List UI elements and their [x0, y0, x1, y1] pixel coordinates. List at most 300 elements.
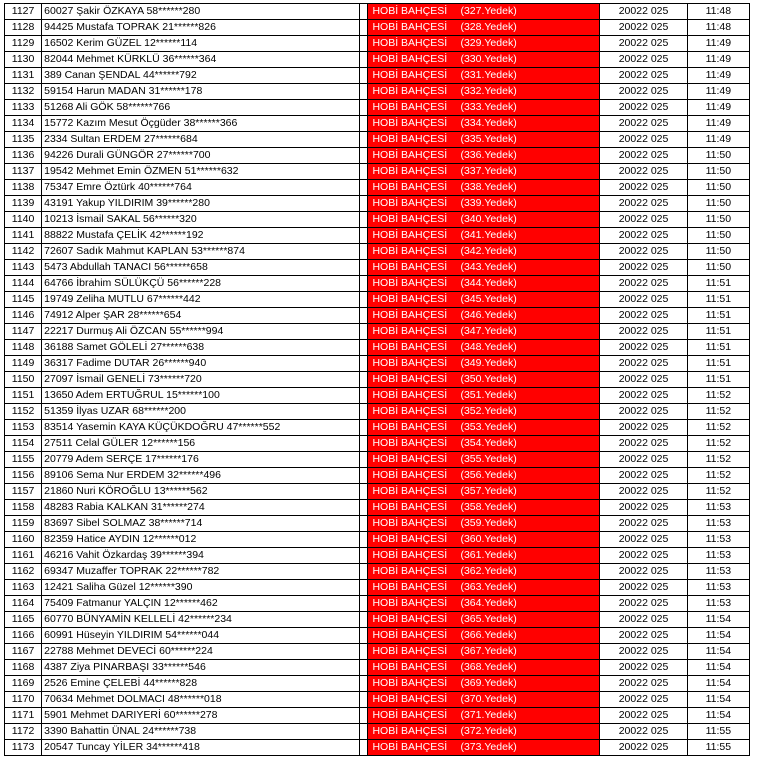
spacer-cell	[360, 148, 368, 164]
unit-cell	[368, 516, 600, 532]
unit-label: HOBİ BAHÇESİ	[372, 101, 448, 113]
time-cell: 11:49	[687, 52, 749, 68]
row-number-cell: 1141	[5, 228, 42, 244]
time-cell: 11:50	[687, 180, 749, 196]
table-row	[5, 196, 750, 212]
unit-label: HOBİ BAHÇESİ	[372, 277, 448, 289]
row-number-cell: 1136	[5, 148, 42, 164]
unit-label: HOBİ BAHÇESİ	[372, 261, 448, 273]
applicant-cell: 75409 Fatmanur YALÇIN 12******462	[42, 596, 360, 612]
unit-label: HOBİ BAHÇESİ	[372, 245, 448, 257]
row-number-cell: 1153	[5, 420, 42, 436]
time-cell: 11:51	[687, 308, 749, 324]
date-cell: 20022 025	[600, 196, 687, 212]
unit-cell	[368, 676, 600, 692]
row-number-cell: 1164	[5, 596, 42, 612]
row-number-cell: 1134	[5, 116, 42, 132]
unit-cell	[368, 644, 600, 660]
applicant-cell: 72607 Sadık Mahmut KAPLAN 53******874	[42, 244, 360, 260]
time-cell: 11:55	[687, 724, 749, 740]
time-cell: 11:50	[687, 228, 749, 244]
reserve-slot: (338.Yedek)	[460, 181, 517, 193]
applicant-cell: 94425 Mustafa TOPRAK 21******826	[42, 20, 360, 36]
date-cell: 20022 025	[600, 596, 687, 612]
unit-cell	[368, 84, 600, 100]
row-number-cell: 1166	[5, 628, 42, 644]
unit-cell	[368, 228, 600, 244]
spacer-cell	[360, 580, 368, 596]
reserve-slot: (340.Yedek)	[460, 213, 517, 225]
time-cell: 11:50	[687, 244, 749, 260]
unit-cell	[368, 212, 600, 228]
row-number-cell: 1137	[5, 164, 42, 180]
reserve-slot: (328.Yedek)	[460, 21, 517, 33]
unit-label: HOBİ BAHÇESİ	[372, 421, 448, 433]
row-number-cell: 1144	[5, 276, 42, 292]
reserve-slot: (370.Yedek)	[460, 693, 517, 705]
date-cell: 20022 025	[600, 52, 687, 68]
date-cell: 20022 025	[600, 388, 687, 404]
applicant-cell: 60027 Şakir ÖZKAYA 58******280	[42, 4, 360, 20]
reserve-slot: (329.Yedek)	[460, 37, 517, 49]
time-cell: 11:53	[687, 596, 749, 612]
unit-label: HOBİ BAHÇESİ	[372, 405, 448, 417]
applicant-cell: 51268 Ali GÖK 58******766	[42, 100, 360, 116]
table-row	[5, 740, 750, 756]
unit-cell	[368, 564, 600, 580]
table-row	[5, 580, 750, 596]
date-cell: 20022 025	[600, 532, 687, 548]
spacer-cell	[360, 212, 368, 228]
unit-cell	[368, 276, 600, 292]
table-row	[5, 164, 750, 180]
table-row	[5, 180, 750, 196]
unit-label: HOBİ BAHÇESİ	[372, 213, 448, 225]
unit-label: HOBİ BAHÇESİ	[372, 69, 448, 81]
applicant-cell: 389 Canan ŞENDAL 44******792	[42, 68, 360, 84]
row-number-cell: 1161	[5, 548, 42, 564]
reserve-slot: (364.Yedek)	[460, 597, 517, 609]
reserve-slot: (373.Yedek)	[460, 741, 517, 753]
unit-cell	[368, 180, 600, 196]
reserve-slot: (353.Yedek)	[460, 421, 517, 433]
row-number-cell: 1173	[5, 740, 42, 756]
date-cell: 20022 025	[600, 324, 687, 340]
unit-label: HOBİ BAHÇESİ	[372, 565, 448, 577]
date-cell: 20022 025	[600, 68, 687, 84]
time-cell: 11:53	[687, 564, 749, 580]
time-cell: 11:52	[687, 436, 749, 452]
time-cell: 11:53	[687, 532, 749, 548]
row-number-cell: 1146	[5, 308, 42, 324]
spacer-cell	[360, 740, 368, 756]
unit-label: HOBİ BAHÇESİ	[372, 661, 448, 673]
applicant-cell: 88822 Mustafa ÇELİK 42******192	[42, 228, 360, 244]
table-row	[5, 68, 750, 84]
row-number-cell: 1145	[5, 292, 42, 308]
spacer-cell	[360, 388, 368, 404]
reserve-slot: (366.Yedek)	[460, 629, 517, 641]
applicant-cell: 36188 Samet GÖLELİ 27******638	[42, 340, 360, 356]
unit-cell	[368, 388, 600, 404]
row-number-cell: 1129	[5, 36, 42, 52]
reserve-slot: (335.Yedek)	[460, 133, 517, 145]
applicant-cell: 70634 Mehmet DOLMACI 48******018	[42, 692, 360, 708]
date-cell: 20022 025	[600, 484, 687, 500]
time-cell: 11:53	[687, 580, 749, 596]
unit-cell	[368, 436, 600, 452]
spacer-cell	[360, 596, 368, 612]
table-row	[5, 660, 750, 676]
unit-cell	[368, 164, 600, 180]
date-cell: 20022 025	[600, 692, 687, 708]
reserve-slot: (349.Yedek)	[460, 357, 517, 369]
time-cell: 11:54	[687, 708, 749, 724]
table-row	[5, 292, 750, 308]
time-cell: 11:54	[687, 692, 749, 708]
time-cell: 11:49	[687, 68, 749, 84]
reserve-slot: (367.Yedek)	[460, 645, 517, 657]
applicant-cell: 89106 Sema Nur ERDEM 32******496	[42, 468, 360, 484]
row-number-cell: 1154	[5, 436, 42, 452]
row-number-cell: 1133	[5, 100, 42, 116]
table-row	[5, 564, 750, 580]
reserve-slot: (371.Yedek)	[460, 709, 517, 721]
unit-label: HOBİ BAHÇESİ	[372, 357, 448, 369]
time-cell: 11:49	[687, 84, 749, 100]
row-number-cell: 1143	[5, 260, 42, 276]
applicant-cell: 59154 Harun MADAN 31******178	[42, 84, 360, 100]
reserve-slot: (372.Yedek)	[460, 725, 517, 737]
reserve-slot: (348.Yedek)	[460, 341, 517, 353]
date-cell: 20022 025	[600, 404, 687, 420]
unit-label: HOBİ BAHÇESİ	[372, 181, 448, 193]
spacer-cell	[360, 516, 368, 532]
unit-label: HOBİ BAHÇESİ	[372, 741, 448, 753]
row-number-cell: 1162	[5, 564, 42, 580]
time-cell: 11:54	[687, 612, 749, 628]
applicant-cell: 83697 Sibel SOLMAZ 38******714	[42, 516, 360, 532]
unit-cell	[368, 484, 600, 500]
unit-label: HOBİ BAHÇESİ	[372, 469, 448, 481]
row-number-cell: 1128	[5, 20, 42, 36]
table-row	[5, 516, 750, 532]
applicant-cell: 94226 Durali GÜNGÖR 27******700	[42, 148, 360, 164]
applicant-cell: 13650 Adem ERTUĞRUL 15******100	[42, 388, 360, 404]
time-cell: 11:49	[687, 132, 749, 148]
time-cell: 11:49	[687, 100, 749, 116]
date-cell: 20022 025	[600, 676, 687, 692]
unit-cell	[368, 340, 600, 356]
unit-cell	[368, 100, 600, 116]
unit-label: HOBİ BAHÇESİ	[372, 725, 448, 737]
reserve-slot: (332.Yedek)	[460, 85, 517, 97]
applicant-cell: 5901 Mehmet DARIYERİ 60******278	[42, 708, 360, 724]
unit-cell	[368, 20, 600, 36]
row-number-cell: 1168	[5, 660, 42, 676]
spacer-cell	[360, 164, 368, 180]
table-row	[5, 644, 750, 660]
reserve-slot: (358.Yedek)	[460, 501, 517, 513]
spacer-cell	[360, 372, 368, 388]
time-cell: 11:54	[687, 676, 749, 692]
unit-label: HOBİ BAHÇESİ	[372, 581, 448, 593]
table-row	[5, 356, 750, 372]
reserve-slot: (344.Yedek)	[460, 277, 517, 289]
unit-label: HOBİ BAHÇESİ	[372, 293, 448, 305]
unit-cell	[368, 244, 600, 260]
table-row	[5, 340, 750, 356]
table-row	[5, 708, 750, 724]
reserve-slot: (357.Yedek)	[460, 485, 517, 497]
table-row	[5, 20, 750, 36]
table-row	[5, 676, 750, 692]
time-cell: 11:53	[687, 500, 749, 516]
table-row	[5, 84, 750, 100]
unit-cell	[368, 116, 600, 132]
unit-label: HOBİ BAHÇESİ	[372, 485, 448, 497]
table-row	[5, 372, 750, 388]
time-cell: 11:48	[687, 4, 749, 20]
unit-label: HOBİ BAHÇESİ	[372, 325, 448, 337]
date-cell: 20022 025	[600, 372, 687, 388]
unit-label: HOBİ BAHÇESİ	[372, 645, 448, 657]
reserve-slot: (333.Yedek)	[460, 101, 517, 113]
date-cell: 20022 025	[600, 644, 687, 660]
table-row	[5, 244, 750, 260]
time-cell: 11:52	[687, 404, 749, 420]
applicant-cell: 2334 Sultan ERDEM 27******684	[42, 132, 360, 148]
table-row	[5, 404, 750, 420]
time-cell: 11:50	[687, 260, 749, 276]
reserve-slot: (342.Yedek)	[460, 245, 517, 257]
spacer-cell	[360, 532, 368, 548]
spacer-cell	[360, 404, 368, 420]
row-number-cell: 1132	[5, 84, 42, 100]
table-row	[5, 276, 750, 292]
unit-cell	[368, 4, 600, 20]
spacer-cell	[360, 356, 368, 372]
spacer-cell	[360, 548, 368, 564]
time-cell: 11:52	[687, 420, 749, 436]
spacer-cell	[360, 708, 368, 724]
table-row	[5, 212, 750, 228]
time-cell: 11:53	[687, 548, 749, 564]
unit-label: HOBİ BAHÇESİ	[372, 597, 448, 609]
row-number-cell: 1130	[5, 52, 42, 68]
unit-cell	[368, 324, 600, 340]
applicant-cell: 75347 Emre Öztürk 40******764	[42, 180, 360, 196]
row-number-cell: 1139	[5, 196, 42, 212]
row-number-cell: 1147	[5, 324, 42, 340]
unit-cell	[368, 420, 600, 436]
unit-cell	[368, 660, 600, 676]
date-cell: 20022 025	[600, 276, 687, 292]
unit-cell	[368, 404, 600, 420]
unit-label: HOBİ BAHÇESİ	[372, 677, 448, 689]
date-cell: 20022 025	[600, 452, 687, 468]
time-cell: 11:54	[687, 628, 749, 644]
applicant-cell: 51359 İlyas UZAR 68******200	[42, 404, 360, 420]
applicant-cell: 20779 Adem SERÇE 17******176	[42, 452, 360, 468]
time-cell: 11:52	[687, 468, 749, 484]
unit-cell	[368, 148, 600, 164]
applicant-cell: 60770 BÜNYAMİN KELLELİ 42******234	[42, 612, 360, 628]
row-number-cell: 1127	[5, 4, 42, 20]
unit-cell	[368, 52, 600, 68]
spacer-cell	[360, 324, 368, 340]
row-number-cell: 1172	[5, 724, 42, 740]
unit-cell	[368, 708, 600, 724]
applicant-cell: 27511 Celal GÜLER 12******156	[42, 436, 360, 452]
time-cell: 11:51	[687, 372, 749, 388]
unit-label: HOBİ BAHÇESİ	[372, 117, 448, 129]
reserve-slot: (339.Yedek)	[460, 197, 517, 209]
time-cell: 11:53	[687, 516, 749, 532]
time-cell: 11:52	[687, 484, 749, 500]
table-row	[5, 420, 750, 436]
spacer-cell	[360, 4, 368, 20]
reserve-slot: (369.Yedek)	[460, 677, 517, 689]
unit-label: HOBİ BAHÇESİ	[372, 517, 448, 529]
date-cell: 20022 025	[600, 516, 687, 532]
date-cell: 20022 025	[600, 612, 687, 628]
row-number-cell: 1158	[5, 500, 42, 516]
unit-label: HOBİ BAHÇESİ	[372, 693, 448, 705]
unit-cell	[368, 580, 600, 596]
date-cell: 20022 025	[600, 84, 687, 100]
row-number-cell: 1167	[5, 644, 42, 660]
reserve-slot: (361.Yedek)	[460, 549, 517, 561]
reserve-slot: (355.Yedek)	[460, 453, 517, 465]
time-cell: 11:52	[687, 388, 749, 404]
table-row	[5, 500, 750, 516]
reserve-slot: (327.Yedek)	[460, 5, 517, 17]
row-number-cell: 1160	[5, 532, 42, 548]
date-cell: 20022 025	[600, 36, 687, 52]
row-number-cell: 1135	[5, 132, 42, 148]
unit-cell	[368, 692, 600, 708]
table-row	[5, 548, 750, 564]
time-cell: 11:55	[687, 740, 749, 756]
unit-label: HOBİ BAHÇESİ	[372, 5, 448, 17]
time-cell: 11:54	[687, 644, 749, 660]
applicant-cell: 74912 Alper ŞAR 28******654	[42, 308, 360, 324]
row-number-cell: 1138	[5, 180, 42, 196]
unit-cell	[368, 452, 600, 468]
applicant-cell: 12421 Saliha Güzel 12******390	[42, 580, 360, 596]
table-row	[5, 532, 750, 548]
row-number-cell: 1171	[5, 708, 42, 724]
row-number-cell: 1131	[5, 68, 42, 84]
spacer-cell	[360, 452, 368, 468]
row-number-cell: 1149	[5, 356, 42, 372]
applicant-cell: 60991 Hüseyin YILDIRIM 54******044	[42, 628, 360, 644]
applicant-cell: 22788 Mehmet DEVECİ 60******224	[42, 644, 360, 660]
row-number-cell: 1148	[5, 340, 42, 356]
date-cell: 20022 025	[600, 116, 687, 132]
time-cell: 11:49	[687, 36, 749, 52]
spacer-cell	[360, 660, 368, 676]
spacer-cell	[360, 308, 368, 324]
time-cell: 11:49	[687, 116, 749, 132]
unit-cell	[368, 532, 600, 548]
unit-label: HOBİ BAHÇESİ	[372, 709, 448, 721]
date-cell: 20022 025	[600, 260, 687, 276]
unit-label: HOBİ BAHÇESİ	[372, 389, 448, 401]
spacer-cell	[360, 68, 368, 84]
unit-label: HOBİ BAHÇESİ	[372, 165, 448, 177]
table-row	[5, 692, 750, 708]
date-cell: 20022 025	[600, 292, 687, 308]
unit-label: HOBİ BAHÇESİ	[372, 613, 448, 625]
unit-label: HOBİ BAHÇESİ	[372, 549, 448, 561]
unit-label: HOBİ BAHÇESİ	[372, 373, 448, 385]
unit-cell	[368, 356, 600, 372]
spacer-cell	[360, 628, 368, 644]
date-cell: 20022 025	[600, 740, 687, 756]
table-row	[5, 468, 750, 484]
unit-label: HOBİ BAHÇESİ	[372, 229, 448, 241]
date-cell: 20022 025	[600, 468, 687, 484]
spacer-cell	[360, 228, 368, 244]
reserve-slot: (345.Yedek)	[460, 293, 517, 305]
unit-label: HOBİ BAHÇESİ	[372, 37, 448, 49]
table-row	[5, 100, 750, 116]
spacer-cell	[360, 180, 368, 196]
table-row	[5, 628, 750, 644]
applicant-cell: 21860 Nuri KÖROĞLU 13******562	[42, 484, 360, 500]
reserve-slot: (359.Yedek)	[460, 517, 517, 529]
time-cell: 11:50	[687, 164, 749, 180]
row-number-cell: 1140	[5, 212, 42, 228]
unit-cell	[368, 628, 600, 644]
table-row	[5, 4, 750, 20]
applicant-cell: 3390 Bahattin ÜNAL 24******738	[42, 724, 360, 740]
reserve-slot: (343.Yedek)	[460, 261, 517, 273]
row-number-cell: 1156	[5, 468, 42, 484]
unit-cell	[368, 260, 600, 276]
spacer-cell	[360, 292, 368, 308]
reserve-slot: (352.Yedek)	[460, 405, 517, 417]
unit-label: HOBİ BAHÇESİ	[372, 133, 448, 145]
spacer-cell	[360, 20, 368, 36]
table-row	[5, 612, 750, 628]
row-number-cell: 1152	[5, 404, 42, 420]
table-row	[5, 228, 750, 244]
table-row	[5, 308, 750, 324]
table-row	[5, 116, 750, 132]
reserve-slot: (334.Yedek)	[460, 117, 517, 129]
date-cell: 20022 025	[600, 4, 687, 20]
row-number-cell: 1169	[5, 676, 42, 692]
table-row	[5, 260, 750, 276]
row-number-cell: 1159	[5, 516, 42, 532]
table-row	[5, 148, 750, 164]
spacer-cell	[360, 500, 368, 516]
spacer-cell	[360, 484, 368, 500]
unit-label: HOBİ BAHÇESİ	[372, 533, 448, 545]
date-cell: 20022 025	[600, 436, 687, 452]
applicant-cell: 46216 Vahit Özkardaş 39******394	[42, 548, 360, 564]
reserve-slot: (330.Yedek)	[460, 53, 517, 65]
row-number-cell: 1165	[5, 612, 42, 628]
spacer-cell	[360, 52, 368, 68]
applicant-cell: 36317 Fadime DUTAR 26******940	[42, 356, 360, 372]
table-row	[5, 484, 750, 500]
time-cell: 11:50	[687, 196, 749, 212]
unit-cell	[368, 596, 600, 612]
